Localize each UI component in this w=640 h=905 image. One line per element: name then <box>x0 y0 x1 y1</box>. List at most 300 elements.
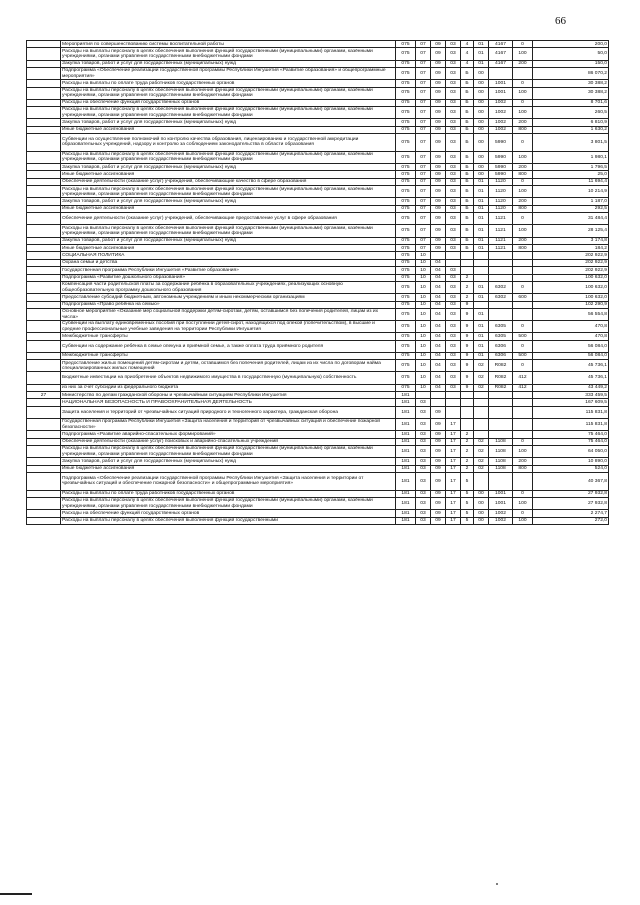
cell-n <box>27 352 61 359</box>
cell-gp: 03 <box>446 301 461 308</box>
cell-n <box>27 517 61 524</box>
cell-ved: 075 <box>396 308 416 320</box>
cell-pp: 9 <box>461 372 474 384</box>
cell-pp: Б <box>461 171 474 178</box>
cell-vr <box>513 431 533 438</box>
cell-sum: 260,5 <box>533 107 609 119</box>
cell-name: Иные бюджетные ассигнования <box>61 465 396 472</box>
cell-nr: 5990 <box>489 134 513 152</box>
cell-nr: 1108 <box>489 445 513 457</box>
cell-pp: 9 <box>461 384 474 391</box>
cell-name: Расходы на выплаты персоналу в целях обеспечения выполнения функций государственными <box>61 517 396 524</box>
cell-sum: 27 932,8 <box>533 490 609 497</box>
cell-om: 00 <box>474 80 489 87</box>
cell-sum: 10 214,9 <box>533 186 609 198</box>
cell-name: Подпрограмма «Право ребёнка на семью» <box>61 301 396 308</box>
cell-pp: Б <box>461 186 474 198</box>
table-row <box>27 418 609 430</box>
cell-rz: 07 <box>416 80 431 87</box>
cell-name: Расходы на выплаты по оплате труда работников государственных органов <box>61 490 396 497</box>
cell-ved: 075 <box>396 107 416 119</box>
cell-ved: 075 <box>396 352 416 359</box>
table-row <box>27 517 609 524</box>
cell-pp: 9 <box>461 340 474 352</box>
cell-nr: 1002 <box>489 99 513 106</box>
table-row <box>27 308 609 320</box>
cell-gp: 17 <box>446 490 461 497</box>
cell-pr: 04 <box>431 352 446 359</box>
cell-name: Закупка товаров, работ и услуг для государственных (муниципальных) нужд <box>61 164 396 171</box>
cell-nr: 1121 <box>489 237 513 244</box>
cell-sum: 6 810,9 <box>533 119 609 126</box>
cell-pr: 09 <box>431 465 446 472</box>
cell-nr: 1002 <box>489 107 513 119</box>
cell-name: Расходы на выплаты персоналу в целях обеспечения выполнения функций государственными (муниципальными) органами, казёнными учреждениями, органами управления государственными внебюджетными фондами <box>61 87 396 99</box>
cell-om: 01 <box>474 60 489 67</box>
cell-pr: 09 <box>431 213 446 225</box>
cell-ved: 075 <box>396 171 416 178</box>
cell-rz: 07 <box>416 99 431 106</box>
cell-sum: 1 187,0 <box>533 198 609 205</box>
cell-gp: 17 <box>446 510 461 517</box>
cell-rz: 07 <box>416 213 431 225</box>
cell-n <box>27 340 61 352</box>
cell-sum: 8 701,6 <box>533 99 609 106</box>
cell-pp <box>461 392 474 399</box>
cell-sum: 56 084,0 <box>533 340 609 352</box>
cell-n <box>27 445 61 457</box>
cell-rz: 07 <box>416 87 431 99</box>
cell-n <box>27 431 61 438</box>
cell-om: 02 <box>474 458 489 465</box>
cell-om: 01 <box>474 321 489 333</box>
cell-rz: 03 <box>416 465 431 472</box>
cell-om <box>474 418 489 430</box>
cell-name: Подпрограмма «Развитие аварийно-спасательных формирований» <box>61 431 396 438</box>
cell-om: 00 <box>474 151 489 163</box>
cell-pp: 2 <box>461 431 474 438</box>
cell-rz: 10 <box>416 267 431 274</box>
cell-ved: 075 <box>396 384 416 391</box>
cell-sum: 100 632,0 <box>533 281 609 293</box>
cell-om: 01 <box>474 281 489 293</box>
cell-pr: 09 <box>431 126 446 133</box>
cell-om: 00 <box>474 134 489 152</box>
table-row <box>27 431 609 438</box>
cell-rz: 07 <box>416 151 431 163</box>
cell-ved: 181 <box>396 399 416 406</box>
cell-gp: 03 <box>446 186 461 198</box>
cell-gp: 03 <box>446 274 461 281</box>
cell-om <box>474 431 489 438</box>
cell-om: 01 <box>474 294 489 301</box>
cell-n <box>27 301 61 308</box>
cell-nr: 4167 <box>489 48 513 60</box>
cell-pr: 09 <box>431 186 446 198</box>
cell-pr: 04 <box>431 321 446 333</box>
cell-nr: 1121 <box>489 244 513 251</box>
cell-vr: 100 <box>513 445 533 457</box>
budget-table <box>26 40 609 525</box>
cell-gp: 17 <box>446 438 461 445</box>
cell-name: Компенсация части родительской платы за содержание ребёнка в образовательных учреждениях, реализующих основную общеобразовательную программу дошкольного образования <box>61 281 396 293</box>
cell-sum: 10 890,0 <box>533 458 609 465</box>
cell-pr: 09 <box>431 178 446 185</box>
cell-om <box>474 392 489 399</box>
table-row <box>27 205 609 212</box>
cell-pr: 09 <box>431 41 446 48</box>
cell-sum: 64 050,0 <box>533 445 609 457</box>
cell-rz: 10 <box>416 274 431 281</box>
cell-gp: 17 <box>446 418 461 430</box>
cell-n <box>27 178 61 185</box>
cell-om: 00 <box>474 87 489 99</box>
cell-n <box>27 490 61 497</box>
cell-rz: 10 <box>416 259 431 266</box>
cell-pr: 04 <box>431 384 446 391</box>
cell-nr: 1002 <box>489 517 513 524</box>
cell-nr: R082 <box>489 360 513 372</box>
cell-nr: 5990 <box>489 164 513 171</box>
cell-gp: 17 <box>446 465 461 472</box>
cell-rz: 10 <box>416 281 431 293</box>
cell-name: СОЦИАЛЬНАЯ ПОЛИТИКА <box>61 252 396 259</box>
cell-ved: 075 <box>396 119 416 126</box>
cell-sum: 11 694,4 <box>533 178 609 185</box>
cell-ved: 181 <box>396 392 416 399</box>
cell-n <box>27 171 61 178</box>
cell-n <box>27 237 61 244</box>
cell-pp: Б <box>461 198 474 205</box>
cell-pr: 04 <box>431 301 446 308</box>
cell-om: 00 <box>474 490 489 497</box>
cell-pp: 9 <box>461 333 474 340</box>
cell-pp: Б <box>461 225 474 237</box>
cell-om <box>474 399 489 406</box>
page-number: 66 <box>555 15 566 27</box>
cell-ved: 181 <box>396 490 416 497</box>
cell-sum: 202 922,9 <box>533 267 609 274</box>
cell-nr: 1108 <box>489 465 513 472</box>
cell-sum: 75 464,0 <box>533 438 609 445</box>
cell-om: 01 <box>474 225 489 237</box>
cell-pr: 09 <box>431 458 446 465</box>
cell-pp: Б <box>461 213 474 225</box>
cell-pp: 2 <box>461 438 474 445</box>
cell-name: Субвенции на выплату единовременных пособий при поступлении детей-сирот, находящихся под опекой (попечительством), в высшие и средние профессиональные учебные заведения на территории Республики Ингушетия <box>61 321 396 333</box>
cell-ved: 075 <box>396 301 416 308</box>
cell-rz: 07 <box>416 198 431 205</box>
table-row <box>27 126 609 133</box>
cell-name: из них за счет субсидии из федерального бюджета <box>61 384 396 391</box>
cell-n <box>27 360 61 372</box>
cell-nr <box>489 406 513 418</box>
cell-om: 01 <box>474 178 489 185</box>
cell-rz: 07 <box>416 134 431 152</box>
cell-name: Расходы на выплаты персоналу в целях обеспечения выполнения функций государственными (муниципальными) органами, казёнными учреждениями, органами управления государственными внебюджетными фондами <box>61 445 396 457</box>
cell-gp: 17 <box>446 445 461 457</box>
table-row <box>27 294 609 301</box>
cell-name: Расходы на выплаты персоналу в целях обеспечения выполнения функций государственными (муниципальными) органами, казёнными учреждениями, органами управления государственными внебюджетными фондами <box>61 151 396 163</box>
cell-nr: 6302 <box>489 281 513 293</box>
cell-pp: 4 <box>461 48 474 60</box>
cell-sum: 100 632,0 <box>533 294 609 301</box>
cell-om: 00 <box>474 510 489 517</box>
cell-vr <box>513 406 533 418</box>
cell-rz: 07 <box>416 244 431 251</box>
cell-om: 00 <box>474 119 489 126</box>
cell-gp: 03 <box>446 48 461 60</box>
cell-om: 00 <box>474 126 489 133</box>
cell-vr: 200 <box>513 237 533 244</box>
table-row <box>27 406 609 418</box>
cell-gp: 03 <box>446 171 461 178</box>
cell-pr: 09 <box>431 107 446 119</box>
cell-nr: 1002 <box>489 510 513 517</box>
cell-gp: 03 <box>446 360 461 372</box>
cell-vr: 800 <box>513 465 533 472</box>
cell-gp <box>446 259 461 266</box>
cell-vr: 412 <box>513 372 533 384</box>
table-row <box>27 60 609 67</box>
cell-ved: 075 <box>396 48 416 60</box>
cell-ved: 075 <box>396 244 416 251</box>
cell-gp: 03 <box>446 119 461 126</box>
cell-sum: 202 922,9 <box>533 252 609 259</box>
table-row <box>27 171 609 178</box>
cell-om <box>474 267 489 274</box>
cell-ved: 075 <box>396 225 416 237</box>
cell-pp: 5 <box>461 517 474 524</box>
cell-n <box>27 308 61 320</box>
cell-rz: 07 <box>416 41 431 48</box>
cell-pp <box>461 406 474 418</box>
cell-gp: 17 <box>446 458 461 465</box>
cell-om: 00 <box>474 107 489 119</box>
cell-pp: 5 <box>461 472 474 490</box>
cell-rz: 07 <box>416 107 431 119</box>
table-row <box>27 99 609 106</box>
cell-om: 00 <box>474 171 489 178</box>
table-row <box>27 472 609 490</box>
cell-name: Расходы на выплаты персоналу в целях обеспечения выполнения функций государственными (муниципальными) органами, казёнными учреждениями, органами управления государственными внебюджетными фондами <box>61 498 396 510</box>
cell-gp: 17 <box>446 472 461 490</box>
cell-vr: 800 <box>513 205 533 212</box>
cell-pr: 09 <box>431 205 446 212</box>
cell-gp: 03 <box>446 126 461 133</box>
table-row <box>27 134 609 152</box>
cell-pr: 04 <box>431 281 446 293</box>
cell-nr <box>489 399 513 406</box>
scan-speck <box>496 883 498 885</box>
table-row <box>27 151 609 163</box>
cell-sum: 115 831,8 <box>533 406 609 418</box>
cell-pr: 04 <box>431 274 446 281</box>
cell-name: Закупка товаров, работ и услуг для государственных (муниципальных) нужд <box>61 60 396 67</box>
cell-n <box>27 164 61 171</box>
cell-name: Иные бюджетные ассигнования <box>61 171 396 178</box>
cell-name: Расходы на обеспечение функций государственных органов <box>61 510 396 517</box>
cell-pr: 09 <box>431 164 446 171</box>
cell-n <box>27 321 61 333</box>
cell-name: Мероприятия по совершенствованию системы воспитательной работы <box>61 41 396 48</box>
table-row <box>27 399 609 406</box>
cell-pp <box>461 399 474 406</box>
cell-ved: 075 <box>396 372 416 384</box>
table-row <box>27 340 609 352</box>
cell-name: Бюджетные инвестиции на приобретение объектов недвижимого имущества в государственную (муниципальную) собственность <box>61 372 396 384</box>
cell-nr <box>489 308 513 320</box>
cell-ved: 075 <box>396 99 416 106</box>
cell-gp: 03 <box>446 87 461 99</box>
cell-n <box>27 60 61 67</box>
cell-n <box>27 274 61 281</box>
table-row <box>27 392 609 399</box>
cell-vr <box>513 267 533 274</box>
cell-rz: 10 <box>416 360 431 372</box>
cell-pp <box>461 259 474 266</box>
cell-name: НАЦИОНАЛЬНАЯ БЕЗОПАСНОСТЬ И ПРАВООХРАНИТЕЛЬНАЯ ДЕЯТЕЛЬНОСТЬ <box>61 399 396 406</box>
table-row <box>27 80 609 87</box>
cell-pr: 09 <box>431 244 446 251</box>
cell-nr: 1001 <box>489 498 513 510</box>
cell-rz: 10 <box>416 384 431 391</box>
table-row <box>27 259 609 266</box>
cell-ved: 075 <box>396 67 416 79</box>
cell-ved: 075 <box>396 340 416 352</box>
cell-pp: 5 <box>461 490 474 497</box>
cell-vr: 100 <box>513 225 533 237</box>
cell-n <box>27 119 61 126</box>
table-row <box>27 274 609 281</box>
cell-rz: 03 <box>416 458 431 465</box>
cell-vr: 200 <box>513 458 533 465</box>
cell-n <box>27 87 61 99</box>
cell-gp: 03 <box>446 384 461 391</box>
cell-sum: 167 609,5 <box>533 399 609 406</box>
cell-om: 01 <box>474 333 489 340</box>
cell-nr <box>489 472 513 490</box>
cell-nr <box>489 259 513 266</box>
cell-pr: 09 <box>431 237 446 244</box>
cell-nr: 6305 <box>489 333 513 340</box>
table-row <box>27 225 609 237</box>
cell-rz: 07 <box>416 237 431 244</box>
cell-pr <box>431 399 446 406</box>
table-row <box>27 164 609 171</box>
cell-pr: 09 <box>431 151 446 163</box>
cell-gp: 03 <box>446 198 461 205</box>
cell-rz: 10 <box>416 252 431 259</box>
cell-nr: 1001 <box>489 80 513 87</box>
cell-name: Расходы на выплаты персоналу в целях обеспечения выполнения функций государственными (муниципальными) органами, казёнными учреждениями, органами управления государственными внебюджетными фондами <box>61 186 396 198</box>
cell-n <box>27 134 61 152</box>
cell-nr: 1001 <box>489 87 513 99</box>
cell-name: Предоставление субсидий бюджетным, автономным учреждениям и иным некоммерческим организациям <box>61 294 396 301</box>
cell-gp: 03 <box>446 151 461 163</box>
cell-pp: Б <box>461 151 474 163</box>
cell-vr <box>513 274 533 281</box>
cell-name: Министерство по делам гражданской обороны и чрезвычайным ситуациям Республики Ингушетия <box>61 392 396 399</box>
cell-pr: 04 <box>431 360 446 372</box>
cell-rz: 03 <box>416 510 431 517</box>
cell-ved: 181 <box>396 431 416 438</box>
cell-n <box>27 107 61 119</box>
cell-om: 00 <box>474 164 489 171</box>
cell-rz <box>416 392 431 399</box>
scan-mark <box>0 893 32 895</box>
cell-name: Межбюджетные трансферты <box>61 333 396 340</box>
cell-n <box>27 406 61 418</box>
cell-om: 02 <box>474 438 489 445</box>
cell-om <box>474 472 489 490</box>
cell-rz: 03 <box>416 438 431 445</box>
cell-om: 01 <box>474 205 489 212</box>
cell-gp <box>446 406 461 418</box>
cell-gp: 17 <box>446 431 461 438</box>
cell-sum: 28 125,4 <box>533 225 609 237</box>
cell-om: 01 <box>474 198 489 205</box>
cell-nr <box>489 67 513 79</box>
table-row <box>27 321 609 333</box>
cell-nr <box>489 418 513 430</box>
cell-n <box>27 80 61 87</box>
cell-sum: 25,0 <box>533 171 609 178</box>
cell-pp: 9 <box>461 321 474 333</box>
cell-rz: 07 <box>416 205 431 212</box>
cell-pp: Б <box>461 126 474 133</box>
cell-sum: 272,0 <box>533 517 609 524</box>
cell-n <box>27 126 61 133</box>
cell-ved: 181 <box>396 458 416 465</box>
cell-name: Закупка товаров, работ и услуг для государственных (муниципальных) нужд <box>61 198 396 205</box>
cell-vr: 0 <box>513 213 533 225</box>
cell-pp: 9 <box>461 360 474 372</box>
cell-gp: 03 <box>446 352 461 359</box>
cell-vr: 600 <box>513 294 533 301</box>
table-row <box>27 490 609 497</box>
cell-n <box>27 205 61 212</box>
cell-name: Межбюджетные трансферты <box>61 352 396 359</box>
cell-pr: 09 <box>431 80 446 87</box>
cell-gp: 03 <box>446 205 461 212</box>
cell-sum: 45 736,1 <box>533 360 609 372</box>
cell-om: 01 <box>474 237 489 244</box>
cell-pr: 04 <box>431 294 446 301</box>
cell-ved: 075 <box>396 360 416 372</box>
cell-vr: 0 <box>513 490 533 497</box>
table-row <box>27 301 609 308</box>
cell-sum: 1 980,1 <box>533 151 609 163</box>
cell-vr: 800 <box>513 171 533 178</box>
cell-nr <box>489 252 513 259</box>
cell-name: Подпрограмма «Обеспечение реализации государственной программы Республики Ингушетия «Защита населения и территории от чрезвычайных ситуаций и обеспечение пожарной безопасности» и общепрограммные мероприятия» <box>61 472 396 490</box>
cell-gp: 03 <box>446 333 461 340</box>
cell-vr: 0 <box>513 321 533 333</box>
cell-vr <box>513 399 533 406</box>
cell-ved: 075 <box>396 274 416 281</box>
cell-nr <box>489 301 513 308</box>
cell-om <box>474 252 489 259</box>
cell-name: Государственная программа Республики Ингушетия «Развитие образования» <box>61 267 396 274</box>
cell-nr: 6305 <box>489 321 513 333</box>
table-row <box>27 244 609 251</box>
cell-n <box>27 472 61 490</box>
cell-ved: 075 <box>396 126 416 133</box>
cell-pp: Б <box>461 164 474 171</box>
table-row <box>27 333 609 340</box>
table-row <box>27 352 609 359</box>
